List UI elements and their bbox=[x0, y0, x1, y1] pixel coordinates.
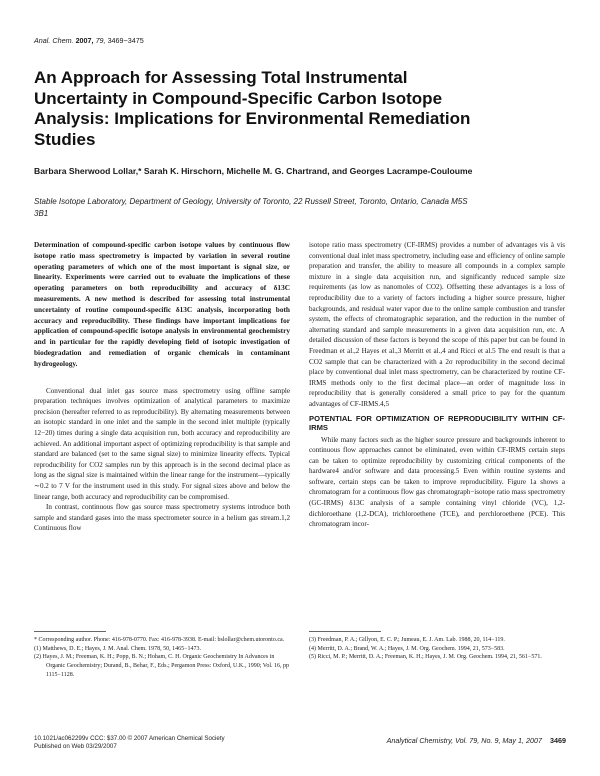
footnote-ref-4: (4) Merritt, D. A.; Brand, W. A.; Hayes, J. M. Org. Geochem. 1994, 21, 573−583. bbox=[309, 645, 505, 652]
intro-paragraph-2: In contrast, continuous flow gas source mass spectrometry systems introduce both sample and standard gases into the mass spectrometer source in a helium gas stream.1,2 Continuous flow bbox=[34, 503, 290, 533]
right-column bbox=[309, 240, 565, 530]
journal-pages: 3469−3475 bbox=[107, 36, 144, 45]
footnotes-right bbox=[309, 636, 565, 662]
footnote-ref-5: (5) Ricci, M. P.; Merritt, D. A.; Freeman, K. H.; Hayes, J. M. Org. Geochem. 1994, 21, 561−571. bbox=[309, 654, 542, 661]
footer-published: Published on Web 03/29/2007 bbox=[34, 743, 117, 750]
footnote-rule-right bbox=[309, 631, 381, 632]
journal-year: 2007, bbox=[75, 36, 94, 45]
footer-publication-info bbox=[34, 735, 225, 751]
journal-reference bbox=[34, 36, 144, 45]
footnote-rule-left bbox=[34, 631, 106, 632]
footnotes-left bbox=[34, 636, 290, 680]
footnote-ref-3: (3) Freedman, P. A.; Gillyon, E. C. P.; Jumeau, E. J. Am. Lab. 1988, 20, 114−119. bbox=[309, 637, 505, 643]
footer-doi: 10.1021/ac062299v CCC: $37.00 © 2007 American Chemical Society bbox=[34, 735, 225, 742]
footnote-corresponding: * Corresponding author. Phone: 416-978-0770. Fax: 416-978-3938. E-mail: bslollar@chem.utoronto.ca. bbox=[34, 637, 285, 643]
footer-journal-citation: Analytical Chemistry, Vol. 79, No. 9, May 1, 2007 bbox=[386, 736, 542, 745]
article-title: An Approach for Assessing Total Instrumental Uncertainty in Compound-Specific Carbon Isotope Analysis: Implications for Environmental Remediation Studies bbox=[34, 68, 471, 149]
section-heading: POTENTIAL FOR OPTIMIZATION OF REPRODUCIBILITY WITHIN CF-IRMS bbox=[309, 413, 565, 432]
journal-abbrev: Anal. Chem. bbox=[34, 36, 74, 45]
author-list: Barbara Sherwood Lollar,* Sarah K. Hirschorn, Michelle M. G. Chartrand, and Georges Lacrampe-Couloume bbox=[34, 166, 473, 176]
footnote-ref-1: (1) Matthews, D. E.; Hayes, J. M. Anal. Chem. 1978, 50, 1465−1473. bbox=[34, 645, 202, 652]
intro-paragraph-1: Conventional dual inlet gas source mass spectrometry using offline sample preparation techniques involves optimization of analytical parameters to maximize precision (hereafter referred to as reproducibility). By alternating measurements between an isotopic standard in one inlet and the sample in the second inlet multiple (typically 12−20) times during a single data acquisition run, both accuracy and reproducibility are achieved. An additional important aspect of optimizing reproducibility is that sample and standard are balanced (set to the same signal size) to minimize linearity effects. Typical reproducibility for CO2 samples run by this approach is in the second decimal place as long as the signal size is maintained within the linear range for the instrument—typically ∼0.2 to 7 V for the instrument used in this study. For signal sizes above and below the linear range, both accuracy and reproducibility can be compromised. bbox=[34, 386, 290, 501]
journal-volume: 79, bbox=[95, 36, 106, 45]
footer-citation bbox=[380, 736, 566, 745]
footnote-ref-2: (2) Hayes, J. M.; Freeman, K. H.; Popp, B. N.; Hoham, C. H. Organic Geochemistry In Advances in Organic Geochemistry; Durand, B., Behar, F., Eds.; Pergamon Press: Oxford, U.K., 1990; Vol. 16, pp 1115−1128. bbox=[34, 654, 289, 678]
left-column bbox=[34, 240, 290, 534]
abstract: Determination of compound-specific carbon isotope values by continuous flow isotope ratio mass spectrometry is impacted by variation in several routine operating parameters of which one of the most important is signal size, or linearity. Experiments were carried out to evaluate the implications of these operating parameters on both reproducibility and accuracy of δ13C measurements. A new method is described for assessing total instrumental uncertainty of routine compound-specific δ13C analysis, incorporating both accuracy and reproducibility. These findings have important implications for application of compound-specific isotope analysis in environmental geochemistry and in particular for the rapidly developing field of isotopic investigation of biodegradation and remediation of organic chemicals in contaminant hydrogeology. bbox=[34, 240, 290, 368]
section-paragraph: While many factors such as the higher source pressure and backgrounds inherent to continuous flow approaches cannot be eliminated, even within CF-IRMS certain steps can be taken to optimize reproducibility by customizing critical components of the hardware4 and/or software and data processing.5 Even within routine systems and software, certain steps can be taken to improve reproducibility. Figure 1a shows a chromatogram for a continuous flow gas chromatograph−isotope ratio mass spectrometry (GC-IRMS) δ13C analysis of a sample containing vinyl chloride (VC), 1,2-dichloroethane (1,2-DCA), trichloroethene (TCE), and perchloroethene (PCE). This chromatogram incor- bbox=[309, 435, 565, 529]
affiliation: Stable Isotope Laboratory, Department of Geology, University of Toronto, 22 Russell Street, Toronto, Ontario, Canada M5S 3B1 bbox=[34, 197, 468, 218]
page-number: 3469 bbox=[550, 736, 566, 745]
continued-paragraph: isotope ratio mass spectrometry (CF-IRMS) provides a number of advantages vis à vis conventional dual inlet mass spectrometry, including ease and efficiency of online sample preparation and transfer, the ability to measure all compounds in a complex sample mixture in a single data acquisition run, and significantly reduced sample size requirements (as low as nanomoles of CO2). Offsetting these advantages is a loss of reproducibility due to a variety of factors including a higher source pressure, higher backgrounds, and residual water vapor due to the online sample combustion and transfer system, the effects of chromatographic separation, and the reduction in the number of alternating standard and sample measurements in a given data acquisition run, etc. A detailed discussion of these factors is beyond the scope of this paper but can be found in Freedman et al.,2 Hayes et al.,3 Merritt et al.,4 and Ricci et al.5 The end result is that a CO2 sample that can be characterized with a 2σ reproducibility in the second decimal place by conventional dual inlet mass spectrometry, can be characterized by routine CF-IRMS methods only to the first decimal place—an order of magnitude loss in reproducibility that is generally considered a small price to pay for the quantum advantages of CF-IRMS.4,5 bbox=[309, 241, 565, 408]
